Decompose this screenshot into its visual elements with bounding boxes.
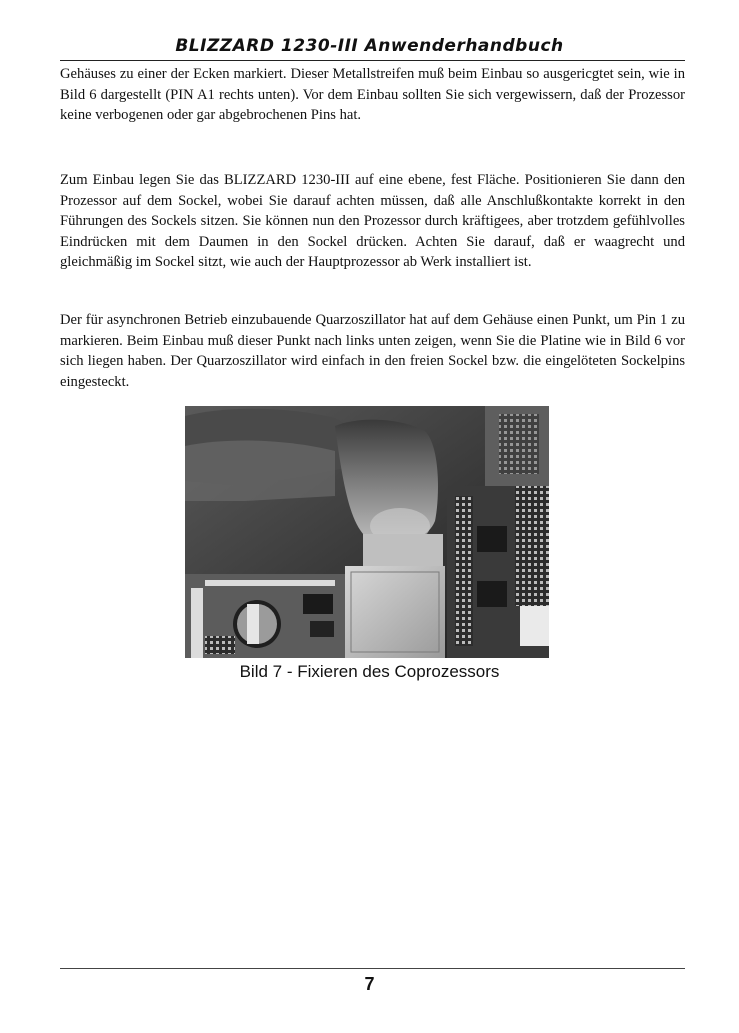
page-number: 7 [364, 974, 375, 994]
header-rule [60, 60, 685, 61]
figure-photo-coprocessor [185, 406, 549, 658]
figure-caption: Bild 7 - Fixieren des Coprozessors [239, 662, 500, 681]
header-title: BLIZZARD 1230-III Anwenderhandbuch [175, 36, 564, 56]
footer-rule [60, 968, 685, 969]
paragraph-1: Gehäuses zu einer der Ecken markiert. Dieser Metallstreifen muß beim Einbau so ausgericgtet sein, wie in Bild 6 dargestellt (PIN A1 rechts unten). Vor dem Einbau sollten Sie sich vergewissern, daß der Prozessor keine verbogenen oder gar abgebrochenen Pins hat. [60, 66, 685, 123]
paragraph-2: Zum Einbau legen Sie das BLIZZARD 1230-III auf eine ebene, fest Fläche. Positionieren Sie dann den Prozessor auf dem Sockel, wobei Sie darauf achten müssen, daß alle Anschlußkontakte korrekt in den Führungen des Sockels sitzen. Sie können nun den Prozessor durch kräftigees, aber trotzdem gefühlvolles Eindrücken mit dem Daumen in den Sockel drücken. Achten Sie darauf, daß er waagrecht und gleichmäßig im Sockel sitzt, wie auch der Hauptprozessor ab Werk installiert ist. [60, 172, 685, 270]
photo-illustration [185, 406, 549, 658]
paragraph-3: Der für asynchronen Betrieb einzubauende Quarzoszillator hat auf dem Gehäuse einen Punkt, um Pin 1 zu markieren. Beim Einbau muß dieser Punkt nach links unten zeigen, wenn Sie die Platine wie in Bild 6 vor sich liegen haben. Der Quarzoszillator wird einfach in den freien Sockel bzw. die eingelöteten Sockelpins eingesteckt. [60, 312, 685, 390]
